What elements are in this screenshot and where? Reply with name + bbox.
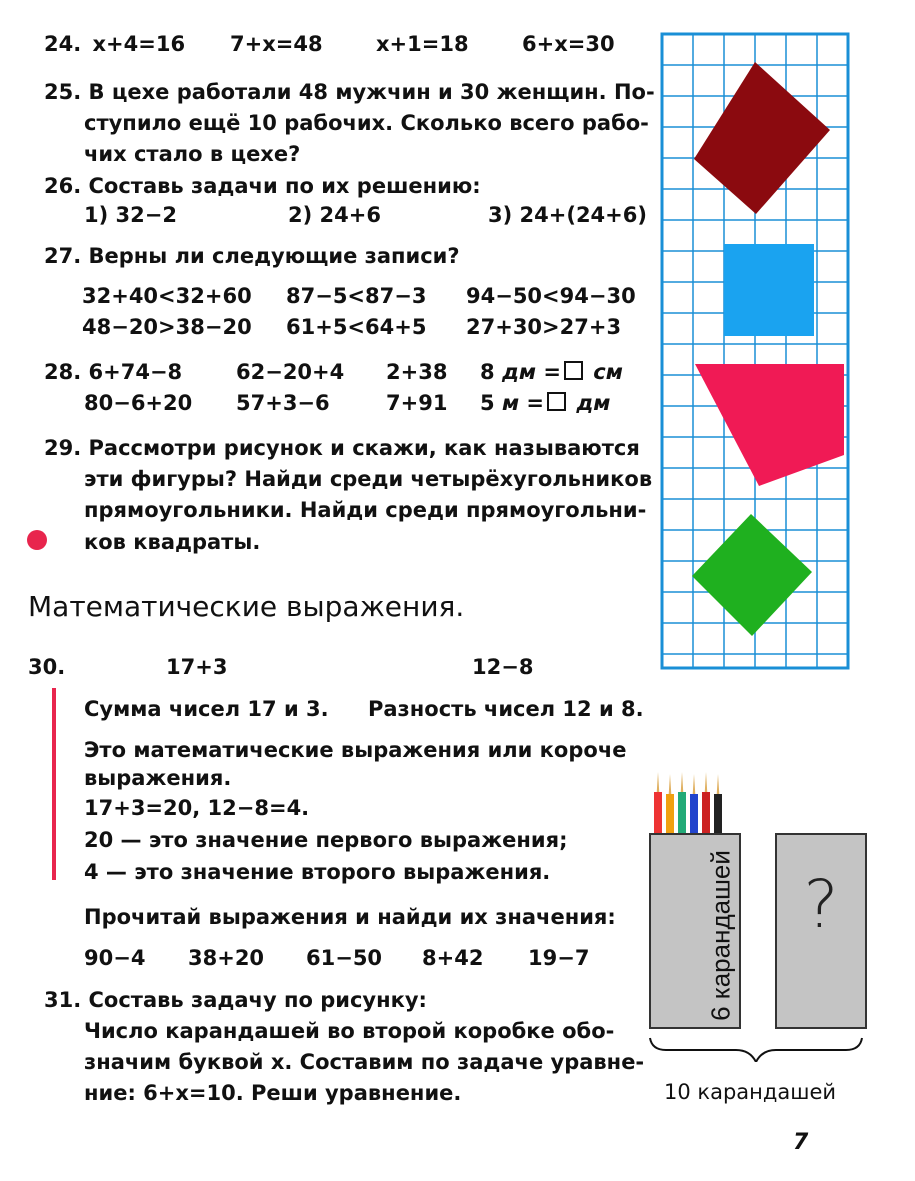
pencil (666, 774, 674, 836)
expression: 62−20+4 (236, 360, 345, 384)
pencil (678, 772, 686, 836)
exercise-29 (44, 436, 640, 460)
exercise-27 (44, 244, 460, 268)
definition-line: 20 — это значение первого выражения; (84, 828, 568, 852)
text-line: значим буквой x. Составим по задаче уравне- (84, 1050, 645, 1074)
exercise-number: 24. (44, 32, 82, 56)
square-shape (724, 244, 814, 336)
exercise-number-30: 30. (28, 655, 66, 679)
text-line: В цехе работали 48 мужчин и 30 женщин. По- (88, 80, 655, 104)
unit: м (501, 391, 520, 415)
task-1: 1) 32−2 (84, 203, 177, 227)
expression: 80−6+20 (84, 391, 193, 415)
unit: дм (576, 391, 611, 415)
question-mark-icon: ? (803, 866, 839, 943)
unit-conversion-1 (480, 360, 623, 384)
equals-sign: = (543, 360, 561, 384)
expression: 12−8 (472, 655, 534, 679)
definition-line: выражения. (84, 766, 232, 790)
equals-sign: = (526, 391, 545, 415)
equation-4: 6+x=30 (522, 32, 615, 56)
expression: 7+91 (386, 391, 448, 415)
expression: 8+42 (422, 946, 484, 970)
exercise-24 (44, 32, 185, 56)
inequality: 87−5<87−3 (286, 284, 427, 308)
expression: 17+3 (166, 655, 228, 679)
exercise-26 (44, 174, 481, 198)
empty-box (547, 392, 566, 411)
unit-conversion-2 (480, 391, 610, 415)
definition-line: 17+3=20, 12−8=4. (84, 796, 310, 820)
task-text: Прочитай выражения и найди их значения: (84, 905, 616, 929)
text-line: Составь задачи по их решению: (88, 174, 481, 198)
value: 5 (480, 391, 495, 415)
exercise-number: 26. (44, 174, 82, 198)
pencil (690, 774, 698, 836)
inequality: 61+5<64+5 (286, 315, 427, 339)
text-line: Составь задачу по рисунку: (88, 988, 427, 1012)
red-dot-marker (27, 530, 47, 550)
total-label: 10 карандашей (664, 1080, 837, 1104)
text-line: ступило ещё 10 рабочих. Сколько всего рабо- (84, 111, 649, 135)
text-line: ков квадраты. (84, 530, 261, 554)
shapes-grid-figure (660, 32, 860, 672)
exercise-number: 31. (44, 988, 82, 1012)
text-line: Верны ли следующие записи? (88, 244, 460, 268)
box-1-label: 6 карандашей (705, 850, 736, 1021)
exercise-number: 29. (44, 436, 82, 460)
text-line: ние: 6+x=10. Реши уравнение. (84, 1081, 462, 1105)
equation-3: x+1=18 (376, 32, 469, 56)
pencil (654, 772, 662, 836)
text-line: эти фигуры? Найди среди четырёхугольников (84, 467, 653, 491)
definition-line: Это математические выражения или короче (84, 738, 627, 762)
exercise-31 (44, 988, 427, 1012)
text-line: чих стало в цехе? (84, 142, 301, 166)
exercise-number: 28. (44, 360, 82, 384)
exercise-25 (44, 80, 655, 104)
rhombus-shape (694, 62, 830, 214)
expression: 38+20 (188, 946, 265, 970)
exercise-28 (44, 360, 182, 384)
page-number: 7 (793, 1130, 809, 1155)
expression: 61−50 (306, 946, 383, 970)
rule-highlight-bar (52, 688, 56, 880)
task-3: 3) 24+(24+6) (488, 203, 647, 227)
expression: 6+74−8 (88, 360, 183, 384)
value: 8 (480, 360, 495, 384)
inequality: 94−50<94−30 (466, 284, 636, 308)
inequality: 32+40<32+60 (82, 284, 252, 308)
sum-text: Сумма чисел 17 и 3. (84, 697, 329, 721)
task-2: 2) 24+6 (288, 203, 381, 227)
inequality: 48−20>38−20 (82, 315, 252, 339)
equation-2: 7+x=48 (230, 32, 323, 56)
expression: 19−7 (528, 946, 590, 970)
exercise-number: 27. (44, 244, 82, 268)
inequality: 27+30>27+3 (466, 315, 622, 339)
unit: см (593, 360, 623, 384)
difference-text: Разность чисел 12 и 8. (368, 697, 644, 721)
expression: 57+3−6 (236, 391, 330, 415)
text-line: Число карандашей во второй коробке обо- (84, 1019, 615, 1043)
section-title: Математические выражения. (28, 590, 465, 623)
empty-box (564, 361, 583, 380)
curly-brace (650, 1038, 862, 1062)
exercise-number: 25. (44, 80, 82, 104)
equation-1: x+4=16 (92, 32, 186, 56)
definition-line: 4 — это значение второго выражения. (84, 860, 551, 884)
expression: 90−4 (84, 946, 146, 970)
text-line: прямоугольники. Найди среди прямоугольни- (84, 498, 647, 522)
expression: 2+38 (386, 360, 448, 384)
text-line: Рассмотри рисунок и скажи, как называются (88, 436, 640, 460)
unit: дм (501, 360, 537, 384)
diamond-shape (692, 514, 812, 636)
